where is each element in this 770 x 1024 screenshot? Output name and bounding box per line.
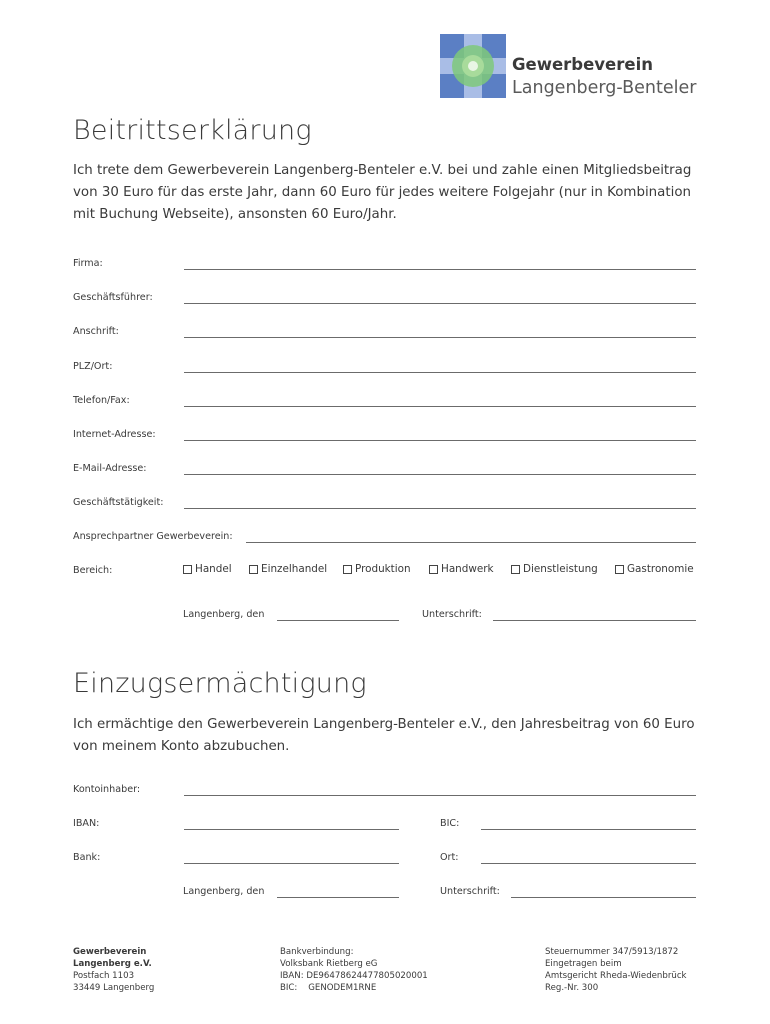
checkbox-icon[interactable]	[183, 565, 192, 574]
logo-mark-icon	[440, 34, 506, 98]
mandate-signature-label: Unterschrift:	[440, 886, 500, 897]
mandate-date-field[interactable]	[277, 897, 399, 898]
sector-checkbox-einzelhandel[interactable]	[249, 563, 327, 575]
anschrift-label: Anschrift:	[73, 326, 119, 338]
footer-bank-title: Bankverbindung:	[280, 947, 354, 957]
footer-org-name-2: Langenberg e.V.	[73, 959, 152, 969]
membership-signature-label: Unterschrift:	[422, 609, 482, 620]
firma-field[interactable]	[184, 269, 696, 270]
sector-label-text: Handel	[195, 563, 232, 575]
email-adresse-label: E-Mail-Adresse:	[73, 463, 147, 475]
internet-adresse-field[interactable]	[184, 440, 696, 441]
checkbox-icon[interactable]	[343, 565, 352, 574]
checkbox-icon[interactable]	[429, 565, 438, 574]
membership-date-field[interactable]	[277, 620, 399, 621]
footer-org-name: Gewerbeverein	[73, 947, 147, 957]
city-label: Ort:	[440, 852, 459, 863]
checkbox-icon[interactable]	[615, 565, 624, 574]
sector-checkbox-produktion[interactable]	[343, 563, 411, 575]
internet-adresse-label: Internet-Adresse:	[73, 429, 156, 440]
email-adresse-field[interactable]	[184, 474, 696, 475]
footer-iban: IBAN: DE96478624477805020001	[280, 971, 428, 981]
bank-label: Bank:	[73, 852, 101, 863]
footer-bank	[280, 946, 428, 994]
membership-signature-field[interactable]	[493, 620, 696, 621]
plz-ort-field[interactable]	[184, 372, 696, 373]
checkbox-icon[interactable]	[511, 565, 520, 574]
mandate-intro: Ich ermächtige den Gewerbeverein Langenberg-Benteler e.V., den Jahresbeitrag von 60 Euro von meinem Konto abzubuchen.	[73, 717, 695, 754]
firma-label: Firma:	[73, 258, 103, 269]
sector-checkbox-handwerk[interactable]	[429, 563, 494, 575]
sector-label-text: Dienstleistung	[523, 563, 598, 575]
bic-field[interactable]	[481, 829, 696, 830]
sector-label-text: Handwerk	[441, 563, 494, 575]
mandate-signature-field[interactable]	[511, 897, 696, 898]
footer-bank-name: Volksbank Rietberg eG	[280, 959, 378, 969]
brand-subname: Langenberg-Benteler	[512, 78, 697, 98]
iban-label: IBAN:	[73, 818, 100, 829]
checkbox-icon[interactable]	[249, 565, 258, 574]
footer-address	[73, 946, 154, 994]
anschrift-field[interactable]	[184, 337, 696, 338]
account-holder-label: Kontoinhaber:	[73, 784, 141, 795]
sector-label-text: Produktion	[355, 563, 411, 575]
sector-label-text: Gastronomie	[627, 563, 694, 575]
footer-registered: Eingetragen beim	[545, 959, 622, 969]
city-field[interactable]	[481, 863, 696, 864]
sector-checkbox-dienstleistung[interactable]	[511, 563, 598, 575]
footer-court: Amtsgericht Rheda-Wiedenbrück	[545, 971, 687, 981]
membership-intro: Ich trete dem Gewerbeverein Langenberg-Benteler e.V. bei und zahle einen Mitgliedsbeitrag von 30 Euro für das erste Jahr, dann 60 Euro für jedes weitere Folgejahr (nur in Kombination mit Buchung Webseite), ansonsten 60 Euro/Jahr.	[73, 163, 692, 222]
footer-street: Postfach 1103	[73, 971, 135, 981]
geschaeftsfuehrer-label: Geschäftsführer:	[73, 292, 153, 304]
sector-label-text: Einzelhandel	[261, 563, 328, 575]
sector-label: Bereich:	[73, 565, 113, 576]
footer-city: 33449 Langenberg	[73, 983, 155, 993]
account-holder-field[interactable]	[184, 795, 696, 796]
plz-ort-label: PLZ/Ort:	[73, 360, 113, 372]
geschaeftstaetigkeit-field[interactable]	[184, 508, 696, 509]
footer-tax	[545, 946, 687, 994]
sector-checkbox-gastronomie[interactable]	[615, 563, 694, 575]
footer-reg-number: Reg.-Nr. 300	[545, 983, 599, 993]
geschaeftstaetigkeit-label: Geschäftstätigkeit:	[73, 497, 164, 509]
bic-label: BIC:	[440, 818, 460, 829]
footer-bic: BIC: GENODEM1RNE	[280, 983, 377, 993]
mandate-place-label: Langenberg, den	[183, 886, 265, 897]
mandate-title: Einzugsermächtigung	[73, 668, 367, 699]
contact-label: Ansprechpartner Gewerbeverein:	[73, 531, 233, 542]
iban-field[interactable]	[184, 829, 399, 830]
membership-title: Beitrittserklärung	[73, 115, 312, 146]
telefon-fax-field[interactable]	[184, 406, 696, 407]
footer-tax-number: Steuernummer 347/5913/1872	[545, 947, 679, 957]
telefon-fax-label: Telefon/Fax:	[73, 394, 130, 406]
brand-name: Gewerbeverein	[512, 55, 653, 74]
brand-logo	[440, 34, 506, 98]
bank-field[interactable]	[184, 863, 399, 864]
membership-place-label: Langenberg, den	[183, 609, 265, 620]
sector-checkbox-handel[interactable]	[183, 563, 232, 575]
geschaeftsfuehrer-field[interactable]	[184, 303, 696, 304]
contact-field[interactable]	[246, 542, 696, 543]
